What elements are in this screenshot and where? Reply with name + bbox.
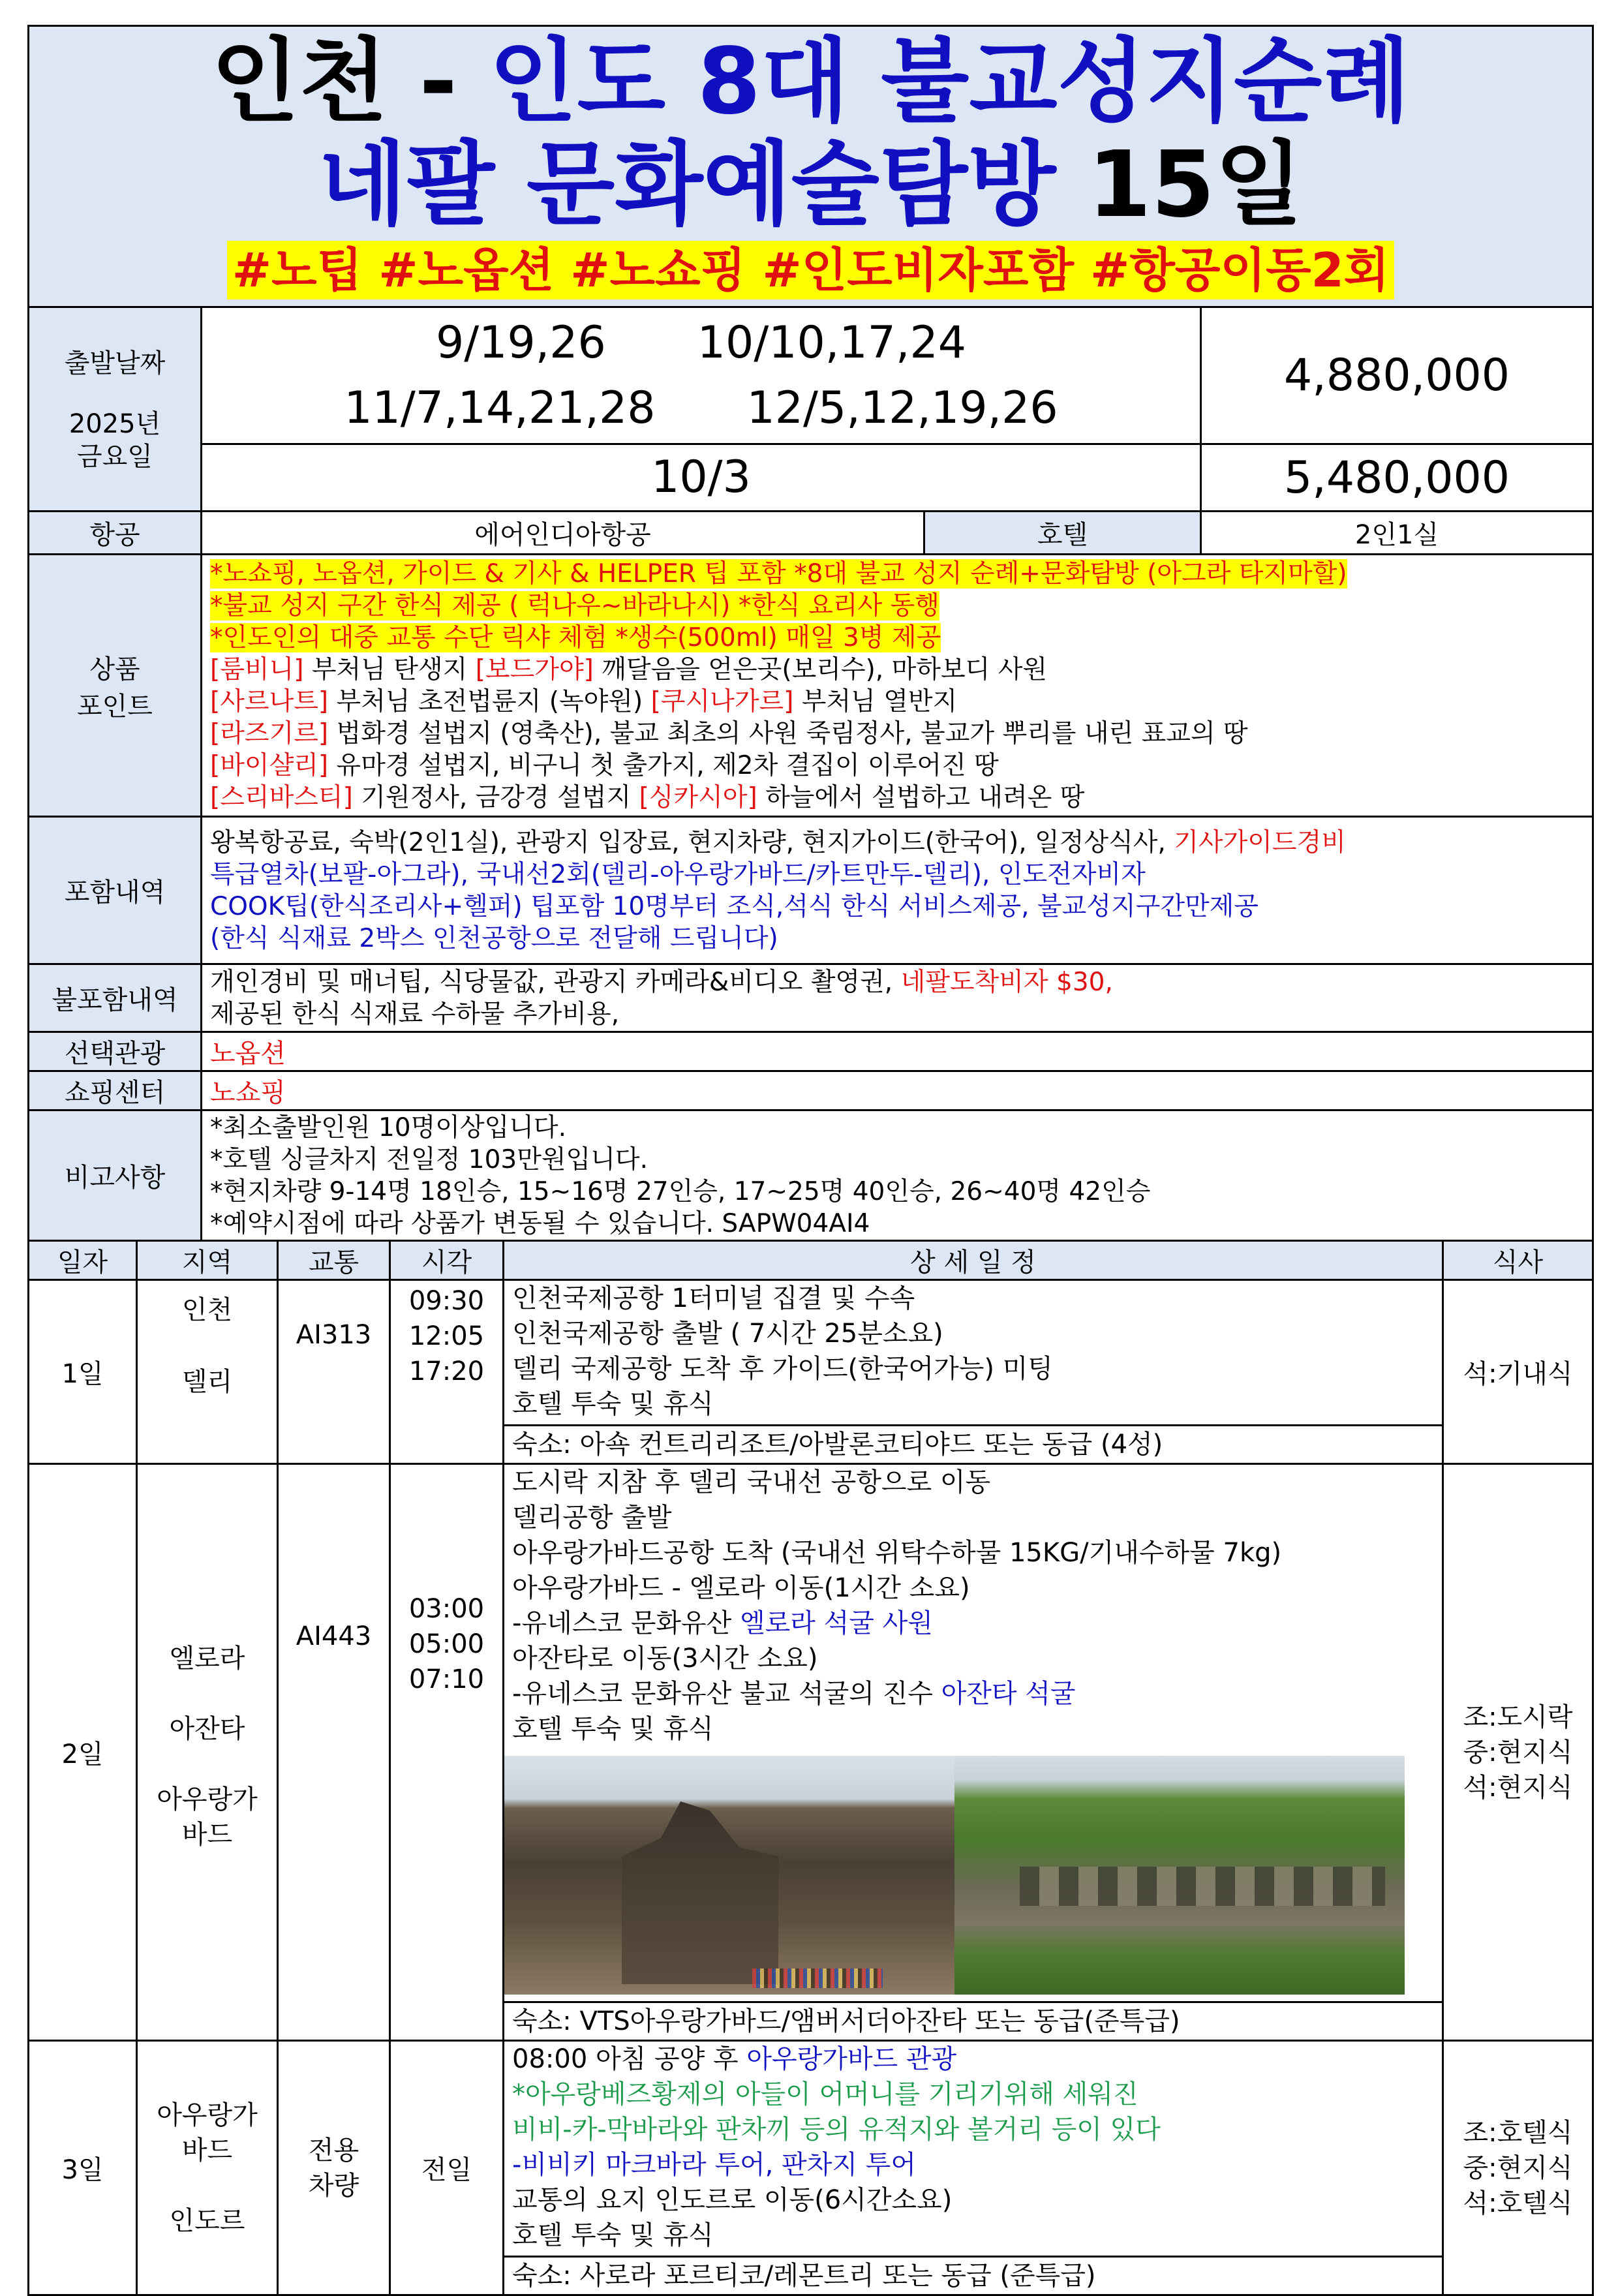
departure-dates-main bbox=[202, 307, 1201, 444]
excluded-line-1: 개인경비 및 매너팁, 식당물값, 관광지 카메라&비디오 촬영권, 네팔도착비자 $30, bbox=[210, 967, 1113, 997]
included-label: 포함내역 bbox=[29, 817, 202, 964]
point-highlight-2: *불교 성지 구간 한식 제공 ( 럭나우~바라나시) *한식 요리사 동행 bbox=[210, 590, 939, 620]
remark-1: *최소출발인원 10명이상입니다. bbox=[210, 1112, 567, 1142]
point-line-rajgir: [라즈기르] 법화경 설법지 (영축산), 불교 최초의 사원 죽림정사, 불교가 뿌리를 내린 표교의 땅 bbox=[210, 718, 1248, 748]
day3-time: 전일 bbox=[390, 2041, 504, 2295]
included-line-4: (한식 식재료 2박스 인천공항으로 전달해 드립니다) bbox=[210, 923, 778, 953]
day1-region: 인천 델리 bbox=[137, 1280, 278, 1464]
day2-lodging: 숙소: VTS아우랑가바드/앰버서더아잔타 또는 동급(준특급) bbox=[504, 2001, 1442, 2040]
remarks-label: 비고사항 bbox=[29, 1110, 202, 1241]
point-highlight-1: *노쇼핑, 노옵션, 가이드 & 기사 & HELPER 팁 포함 *8대 불교 성지 순례+문화탐방 (아그라 타지마할) bbox=[210, 559, 1347, 589]
day3-meal: 조:호텔식 중:현지식 석:호텔식 bbox=[1443, 2041, 1593, 2295]
day2-ellora-line: -유네스코 문화유산 엘로라 석굴 사원 bbox=[512, 1608, 933, 1638]
point-highlight-3: *인도인의 대중 교통 수단 릭샤 체험 *생수(500ml) 매일 3병 제공 bbox=[210, 622, 941, 652]
schedule-day-3 bbox=[29, 2041, 1593, 2295]
header-day: 일자 bbox=[29, 1241, 137, 1280]
day2-region: 엘로라 아잔타 아우랑가 바드 bbox=[137, 1464, 278, 2041]
day1-meal: 석:기내식 bbox=[1443, 1280, 1593, 1464]
header-time: 시각 bbox=[390, 1241, 504, 1280]
title-hashtags: #노팁 #노옵션 #노쇼핑 #인도비자포함 #항공이동2회 bbox=[227, 241, 1395, 299]
day2-time: 03:00 05:00 07:10 bbox=[390, 1464, 504, 2041]
remark-4: *예약시점에 따라 상품가 변동될 수 있습니다. SAPW04AI4 bbox=[210, 1208, 870, 1238]
excluded-content bbox=[202, 964, 1593, 1032]
day1-transport: AI313 bbox=[278, 1280, 390, 1464]
header-detail: 상 세 일 정 bbox=[504, 1241, 1443, 1280]
day2-meal: 조:도시락 중:현지식 석:현지식 bbox=[1443, 1464, 1593, 2041]
dates-september: 9/19,26 bbox=[435, 316, 606, 369]
point-line-lumbini: [룸비니] 부처님 탄생지 [보드가야] 깨달음을 얻은곳(보리수), 마하보디 사원 bbox=[210, 654, 1048, 684]
summary-table bbox=[27, 25, 1594, 1242]
title-origin: 인천 - bbox=[211, 29, 489, 135]
points-label bbox=[29, 555, 202, 817]
points-content bbox=[202, 555, 1593, 817]
itinerary-page bbox=[27, 25, 1592, 2296]
points-label-1: 상품 bbox=[89, 654, 140, 684]
day1-lodging: 숙소: 아쇽 컨트리리조트/아발론코티야드 또는 동급 (4성) bbox=[504, 1424, 1442, 1463]
ellora-caves-photo bbox=[504, 1756, 954, 1995]
excluded-label: 불포함내역 bbox=[29, 964, 202, 1032]
day2-transport: AI443 bbox=[278, 1464, 390, 2041]
day2-detail: 도시락 지참 후 델리 국내선 공항으로 이동 델리공항 출발 아우랑가바드공항 도착 (국내선 위탁수하물 15KG/기내수하물 7kg) 아우랑가바드 - 엘로라 이동(1시간 소요) -유네스코 문화유산 엘로라 석굴 사원 아잔타로 이동(3시간 소요) -유네스코 문화유산 불교 석굴의 진수 아잔타 석굴 호텔 투숙 및 휴식 숙소: VTS아우랑가바드/앰버서더아잔타 또는 동급(준특급) bbox=[504, 1464, 1443, 2041]
day3-day: 3일 bbox=[29, 2041, 137, 2295]
remark-3: *현지차량 9-14명 18인승, 15~16명 27인승, 17~25명 40인승, 26~40명 42인승 bbox=[210, 1176, 1151, 1206]
day1-time: 09:30 12:05 17:20 bbox=[390, 1280, 504, 1464]
title-block bbox=[29, 26, 1593, 307]
points-label-2: 포인트 bbox=[77, 691, 153, 722]
day2-day: 2일 bbox=[29, 1464, 137, 2041]
header-region: 지역 bbox=[137, 1241, 278, 1280]
dates-november: 11/7,14,21,28 bbox=[344, 382, 656, 434]
title-nepal: 네팔 문화예술탐방 bbox=[318, 132, 1056, 238]
price-regular: 4,880,000 bbox=[1201, 307, 1593, 444]
point-line-vaishali: [바이샬리] 유마경 설법지, 비구니 첫 출가지, 제2차 결집이 이루어진 땅 bbox=[210, 750, 999, 780]
shopping-value: 노쇼핑 bbox=[202, 1071, 1593, 1110]
price-holiday: 5,480,000 bbox=[1201, 444, 1593, 512]
day3-lodging: 숙소: 사로라 포르티코/레몬트리 또는 동급 (준특급) bbox=[504, 2256, 1442, 2294]
day1-detail: 인천국제공항 1터미널 집결 및 수속 인천국제공항 출발 ( 7시간 25분소요) 델리 국제공항 도착 후 가이드(한국어가능) 미팅 호텔 투숙 및 휴식 숙소: 아쇽 컨트리리조트/아발론코티야드 또는 동급 (4성) bbox=[504, 1280, 1443, 1464]
header-meal: 식사 bbox=[1443, 1241, 1593, 1280]
departure-label: 출발날짜 bbox=[64, 348, 166, 378]
day3-transport: 전용 차량 bbox=[278, 2041, 390, 2295]
title-india: 인도 8대 불교성지순례 bbox=[489, 29, 1411, 135]
schedule-day-2 bbox=[29, 1464, 1593, 2041]
departure-year: 2025년 bbox=[69, 409, 161, 439]
point-line-sarnath: [사르나트] 부처님 초전법륜지 (녹야원) [쿠시나가르] 부처님 열반지 bbox=[210, 686, 958, 716]
day2-ajanta-line: -유네스코 문화유산 불교 석굴의 진수 아잔타 석굴 bbox=[512, 1679, 1076, 1709]
title-duration: 15일 bbox=[1056, 132, 1304, 238]
day3-region: 아우랑가 바드 인도르 bbox=[137, 2041, 278, 2295]
title-line-1 bbox=[29, 31, 1592, 134]
point-line-sravasti: [스리바스티] 기원정사, 금강경 설법지 [싱카시아] 하늘에서 설법하고 내려온 땅 bbox=[210, 782, 1085, 812]
remarks-content bbox=[202, 1110, 1593, 1241]
ajanta-caves-photo bbox=[954, 1756, 1405, 1995]
included-line-3: COOK팁(한식조리사+헬퍼) 팁포함 10명부터 조식,석식 한식 서비스제공, 불교성지구간만제공 bbox=[210, 891, 1259, 921]
header-transport: 교통 bbox=[278, 1241, 390, 1280]
hotel-label: 호텔 bbox=[924, 512, 1201, 555]
title-line-2 bbox=[29, 134, 1592, 237]
airline-value: 에어인디아항공 bbox=[202, 512, 924, 555]
departure-date-holiday: 10/3 bbox=[202, 444, 1201, 512]
included-line-2: 특급열차(보팔-아그라), 국내선2회(델리-아우랑가바드/카트만두-델리), 인도전자비자 bbox=[210, 859, 1146, 889]
departure-label-cell bbox=[29, 307, 202, 512]
airline-label: 항공 bbox=[29, 512, 202, 555]
hotel-value: 2인1실 bbox=[1201, 512, 1593, 555]
departure-weekday: 금요일 bbox=[77, 442, 153, 472]
schedule-day-1 bbox=[29, 1280, 1593, 1464]
dates-december: 12/5,12,19,26 bbox=[746, 382, 1058, 434]
optional-tour-value: 노옵션 bbox=[202, 1032, 1593, 1071]
schedule-table bbox=[27, 1240, 1594, 2296]
dates-october: 10/10,17,24 bbox=[697, 316, 967, 369]
day2-photos bbox=[504, 1756, 1405, 1995]
shopping-label: 쇼핑센터 bbox=[29, 1071, 202, 1110]
optional-tour-label: 선택관광 bbox=[29, 1032, 202, 1071]
schedule-header bbox=[29, 1241, 1593, 1280]
day3-tour-line: 08:00 아침 공양 후 아우랑가바드 관광 bbox=[512, 2044, 957, 2074]
day1-day: 1일 bbox=[29, 1280, 137, 1464]
included-line-1: 왕복항공료, 숙박(2인1실), 관광지 입장료, 현지차량, 현지가이드(한국어), 일정상식사, 기사가이드경비 bbox=[210, 827, 1346, 857]
excluded-line-2: 제공된 한식 식재료 수하물 추가비용, bbox=[210, 999, 620, 1029]
day3-detail: 08:00 아침 공양 후 아우랑가바드 관광 *아우랑베즈황제의 아들이 어머니를 기리기위해 세워진 비비-카-막바라와 판차끼 등의 유적지와 볼거리 등이 있다 -비비키 마크바라 투어, 판차지 투어 교통의 요지 인도르로 이동(6시간소요) 호텔 투숙 및 휴식 숙소: 사로라 포르티코/레몬트리 또는 동급 (준특급) bbox=[504, 2041, 1443, 2295]
included-content bbox=[202, 817, 1593, 964]
remark-2: *호텔 싱글차지 전일정 103만원입니다. bbox=[210, 1144, 648, 1174]
